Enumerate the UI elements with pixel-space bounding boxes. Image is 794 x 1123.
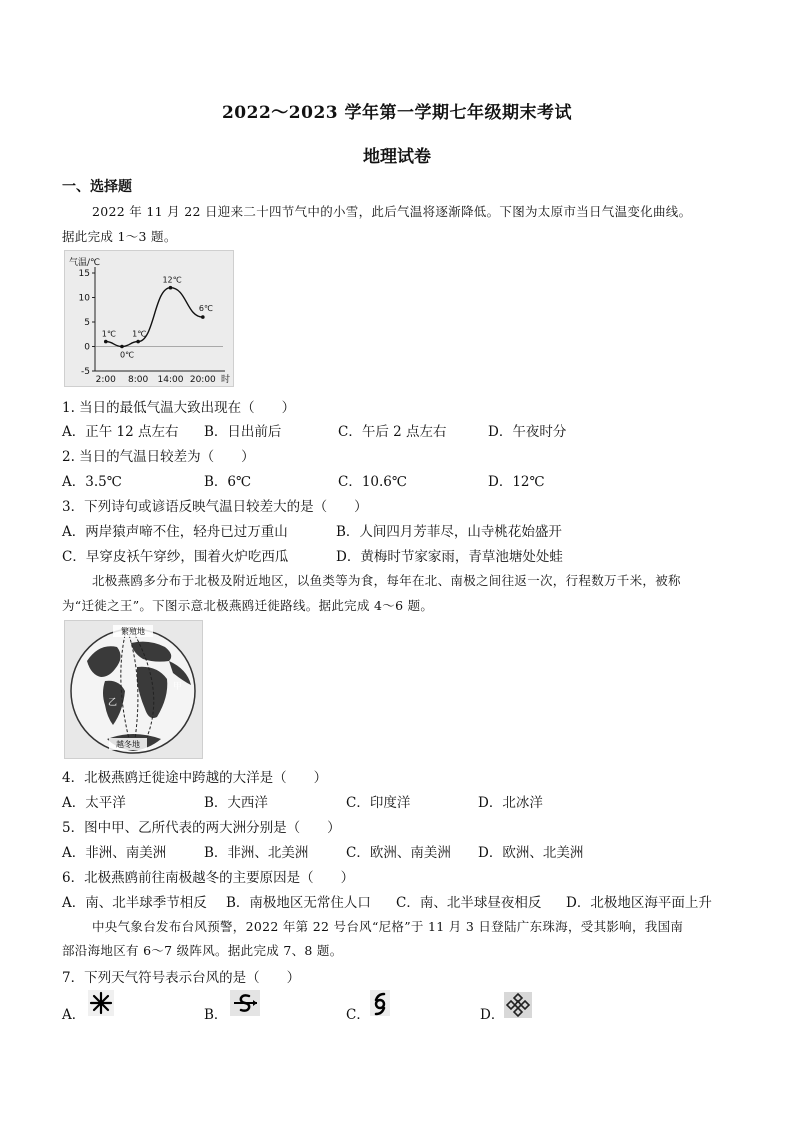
q6-option-a[interactable]: A．南、北半球季节相反 (62, 895, 207, 911)
chart-data-label: 12℃ (162, 275, 182, 285)
question-3-options-row2 (62, 545, 742, 565)
question-2-options (62, 470, 742, 490)
q4-option-d[interactable]: D．北冰洋 (478, 795, 543, 811)
q1-option-d[interactable]: D．午夜时分 (488, 424, 567, 440)
q7-option-b[interactable]: B． (204, 1007, 228, 1023)
q3-option-d[interactable]: D．黄梅时节家家雨，青草池塘处处蛙 (336, 549, 563, 565)
q5-option-b[interactable]: B．非洲、北美洲 (204, 845, 309, 861)
chart-y-tick-label: 10 (78, 293, 90, 304)
q4-option-a[interactable]: A．太平洋 (62, 795, 126, 811)
q6-option-d[interactable]: D．北极地区海平面上升 (566, 895, 712, 911)
question-5-options (62, 841, 742, 861)
typhoon-symbol-icon[interactable] (370, 990, 390, 1016)
chart-x-tick-label: 8:00 (128, 375, 149, 385)
question-1-options (62, 420, 742, 440)
question-3-stem: 3．下列诗句或谚语反映气温日较差大的是（ ） (62, 499, 368, 515)
q6-option-b[interactable]: B．南极地区无常住人口 (226, 895, 371, 911)
intro1-line1: 2022 年 11 月 22 日迎来二十四节气中的小雪，此后气温将逐渐降低。下图为太原市当日气温变化曲线。 (92, 204, 692, 219)
map-bottom-label: 越冬地 (116, 740, 140, 749)
question-1-stem: 1. 当日的最低气温大致出现在（ ） (62, 400, 296, 416)
migration-map (65, 621, 202, 758)
q1-option-b[interactable]: B．日出前后 (204, 424, 282, 440)
q5-option-c[interactable]: C．欧洲、南美洲 (346, 845, 451, 861)
map-label-jia: 甲 (173, 682, 183, 692)
chart-temperature-line (106, 288, 203, 347)
q5-option-d[interactable]: D．欧洲、北美洲 (478, 845, 584, 861)
chart-data-point (201, 315, 205, 319)
exam-title: 2022～2023 学年第一学期七年级期末考试 (221, 103, 573, 123)
q1-option-c[interactable]: C．午后 2 点左右 (338, 424, 447, 440)
chart-data-label: 0℃ (119, 350, 135, 360)
intro2-line2: 为“迁徙之王”。下图示意北极燕鸥迁徙路线。据此完成 4～6 题。 (62, 598, 434, 613)
chart-y-tick-label: 15 (78, 269, 90, 279)
question-6-stem: 6．北极燕鸥前往南极越冬的主要原因是（ ） (62, 870, 355, 886)
q4-option-c[interactable]: C．印度洋 (346, 795, 411, 811)
map-top-label: 繁殖地 (121, 627, 145, 636)
q1-option-a[interactable]: A．正午 12 点左右 (62, 424, 179, 440)
temperature-chart (65, 251, 233, 386)
chart-data-label: 1℃ (132, 329, 147, 339)
q3-option-a[interactable]: A．两岸猿声啼不住，轻舟已过万重山 (62, 524, 288, 540)
map-label-yi: 乙 (108, 698, 118, 708)
q2-option-b[interactable]: B．6℃ (204, 474, 252, 490)
chart-data-point (104, 340, 108, 344)
intro3-line1: 中央气象台发布台风预警，2022 年第 22 号台风“尼格”于 11 月 3 日登陆广东珠海，受其影响，我国南 (92, 919, 684, 934)
snow-symbol-icon[interactable] (88, 990, 114, 1016)
q7-option-a[interactable]: A． (62, 1007, 86, 1023)
hail-symbol-icon[interactable] (504, 992, 532, 1018)
chart-data-point (136, 340, 140, 344)
temperature-chart-figure (64, 250, 234, 387)
chart-data-label: 6℃ (198, 304, 213, 314)
chart-data-point (120, 345, 124, 349)
q7-option-c[interactable]: C． (346, 1007, 370, 1023)
q2-option-d[interactable]: D．12℃ (488, 474, 545, 490)
question-3-options-row1 (62, 520, 742, 540)
question-2-stem: 2. 当日的气温日较差为（ ） (62, 449, 255, 465)
intro2-line1: 北极燕鸥多分布于北极及附近地区，以鱼类等为食，每年在北、南极之间往返一次，行程数万千米，被称 (92, 573, 681, 588)
q5-option-a[interactable]: A．非洲、南美洲 (62, 845, 167, 861)
q3-option-b[interactable]: B．人间四月芳菲尽，山寺桃花始盛开 (336, 524, 562, 540)
chart-x-axis-label: 时 (221, 375, 231, 385)
chart-data-point (169, 286, 173, 290)
question-5-stem: 5．图中甲、乙所代表的两大洲分别是（ ） (62, 820, 341, 836)
chart-y-axis-label: 气温/℃ (69, 258, 101, 268)
q6-option-c[interactable]: C．南、北半球昼夜相反 (396, 895, 542, 911)
q3-option-c[interactable]: C．早穿皮袄午穿纱，围着火炉吃西瓜 (62, 549, 289, 565)
question-6-options (62, 891, 742, 911)
chart-data-label: 1℃ (101, 329, 116, 339)
intro1-line2: 据此完成 1～3 题。 (62, 229, 177, 244)
chart-x-tick-label: 2:00 (95, 375, 116, 385)
q2-option-c[interactable]: C．10.6℃ (338, 474, 407, 490)
chart-x-tick-label: 14:00 (157, 375, 184, 385)
section-heading: 一、选择题 (62, 179, 132, 195)
chart-x-tick-label: 20:00 (189, 375, 216, 385)
chart-y-tick-label: 0 (84, 342, 90, 353)
question-4-stem: 4．北极燕鸥迁徙途中跨越的大洋是（ ） (62, 770, 328, 786)
chart-y-tick-label: -5 (81, 367, 90, 377)
chart-y-tick-label: 5 (84, 318, 90, 328)
intro3-line2: 部沿海地区有 6～7 级阵风。据此完成 7、8 题。 (62, 943, 343, 958)
q4-option-b[interactable]: B．大西洋 (204, 795, 268, 811)
question-4-options (62, 791, 742, 811)
q2-option-a[interactable]: A．3.5℃ (62, 474, 122, 490)
question-7-stem: 7．下列天气符号表示台风的是（ ） (62, 970, 301, 986)
sandstorm-symbol-icon[interactable] (230, 990, 260, 1016)
q7-option-d[interactable]: D． (480, 1007, 505, 1023)
migration-map-figure (64, 620, 203, 759)
exam-subtitle: 地理试卷 (363, 147, 431, 167)
